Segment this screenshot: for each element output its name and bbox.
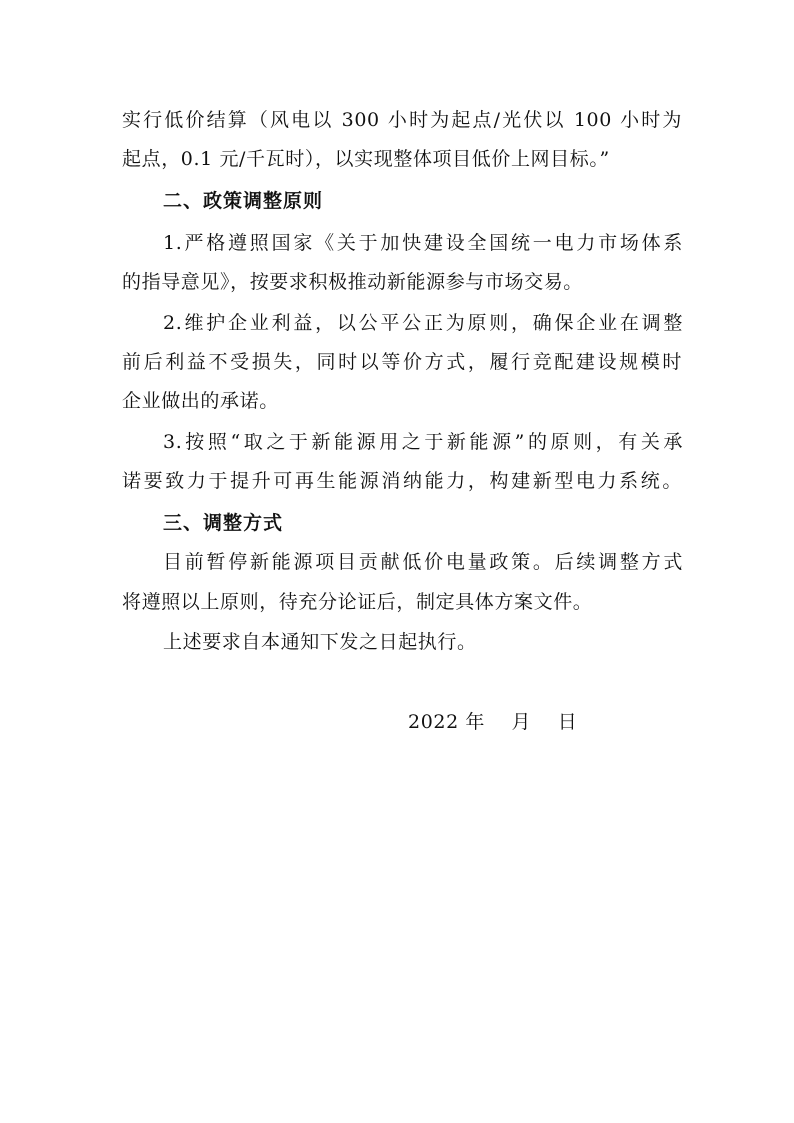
section-2-heading: 二、政策调整原则 <box>163 190 324 212</box>
continuation-line-2: 起点，0.1 元/千瓦时），以实现整体项目低价上网目标。” <box>122 148 610 170</box>
section-2-item-2-line-3: 企业做出的承诺。 <box>122 390 279 412</box>
section-3-heading: 三、调整方式 <box>163 512 284 534</box>
section-2-item-1-line-1: 1.严格遵照国家《关于加快建设全国统一电力市场体系 <box>163 232 683 254</box>
document-date: 2022 年 月 日 <box>408 711 578 733</box>
section-3-para-1-line-2: 将遵照以上原则，待充分论证后，制定具体方案文件。 <box>122 591 593 613</box>
section-3-para-2: 上述要求自本通知下发之日起执行。 <box>163 631 477 653</box>
continuation-line-1: 实行低价结算（风电以 300 小时为起点/光伏以 100 小时为 <box>122 109 682 131</box>
section-2-item-1-line-2: 的指导意见》，按要求积极推动新能源参与市场交易。 <box>122 271 583 293</box>
section-3-para-1-line-1: 目前暂停新能源项目贡献低价电量政策。后续调整方式 <box>163 551 683 573</box>
section-2-item-2-line-2: 前后利益不受损失，同时以等价方式，履行竞配建设规模时 <box>122 351 682 373</box>
section-2-item-3-line-2: 诺要致力于提升可再生能源消纳能力，构建新型电力系统。 <box>122 470 682 492</box>
section-2-item-3-line-1: 3.按照“取之于新能源用之于新能源”的原则，有关承 <box>163 431 683 453</box>
section-2-item-2-line-1: 2.维护企业利益，以公平公正为原则，确保企业在调整 <box>163 312 683 334</box>
